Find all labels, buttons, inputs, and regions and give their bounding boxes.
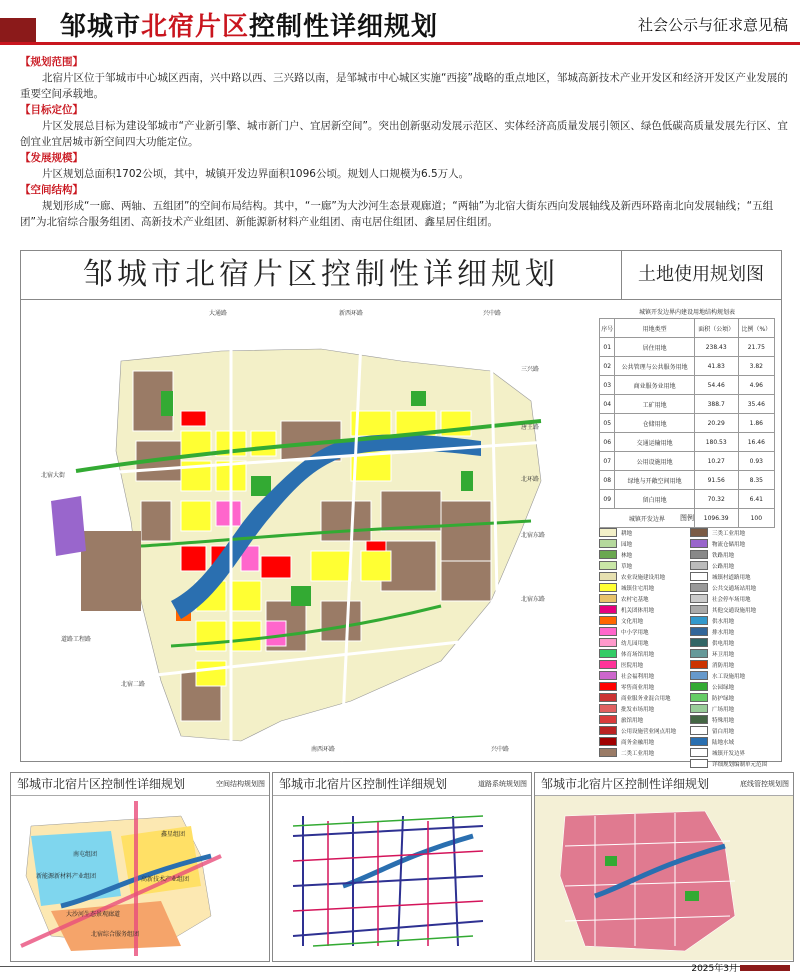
legend-label: 详细规划编制单元范围 bbox=[712, 761, 768, 768]
table-header: 比例（%） bbox=[738, 319, 774, 338]
legend-label: 草地 bbox=[621, 563, 633, 570]
table-row: 04 工矿用地 388.7 35.46 bbox=[600, 395, 775, 414]
legend-item bbox=[690, 670, 775, 681]
legend-label: 批发市场用地 bbox=[621, 706, 655, 713]
legend-swatch bbox=[690, 759, 708, 768]
legend-item bbox=[599, 604, 684, 615]
road-label: 北宿东路 bbox=[521, 532, 546, 539]
legend-label: 陆地水域 bbox=[712, 739, 735, 746]
legend-swatch bbox=[690, 693, 708, 702]
legend-swatch bbox=[599, 715, 617, 724]
legend-label: 二类工业用地 bbox=[621, 750, 655, 757]
legend-item bbox=[599, 714, 684, 725]
table-header: 用地类型 bbox=[615, 319, 694, 338]
legend-label: 社会福利用地 bbox=[621, 673, 655, 680]
legend-item bbox=[690, 692, 775, 703]
legend-label: 医院用地 bbox=[621, 662, 644, 669]
road-label: 北宿东路 bbox=[521, 596, 546, 603]
table-row: 06 交通运输用地 180.53 16.46 bbox=[600, 433, 775, 452]
legend-label: 特殊用地 bbox=[712, 717, 735, 724]
legend-item bbox=[690, 593, 775, 604]
footer-accent-block bbox=[740, 965, 790, 971]
thumbnail-header: 邹城市北宿片区控制性详细规划 底线管控规划图 bbox=[535, 773, 793, 796]
road-label: 道路工程路 bbox=[61, 636, 92, 643]
page-subtitle: 社会公示与征求意见稿 bbox=[637, 16, 788, 34]
legend-item bbox=[599, 593, 684, 604]
legend-item bbox=[690, 527, 775, 538]
legend-swatch bbox=[599, 737, 617, 746]
legend-item bbox=[690, 659, 775, 670]
section-body-scale: 片区规划总面积1702公顷，其中，城镇开发边界面积1096公顷。规划人口规模为6.5万人。 bbox=[42, 168, 470, 180]
legend-label: 机关团体用地 bbox=[621, 607, 655, 614]
legend-swatch bbox=[599, 539, 617, 548]
table-caption: 城镇开发边界内建设用地结构规划表 bbox=[638, 309, 735, 316]
legend-label: 农业设施建设用地 bbox=[621, 574, 666, 581]
legend-label: 公园绿地 bbox=[712, 684, 735, 691]
legend-swatch bbox=[690, 715, 708, 724]
table-row: 08 绿地与开敞空间用地 91.56 8.35 bbox=[600, 471, 775, 490]
legend-swatch bbox=[690, 605, 708, 614]
legend-label: 公路用地 bbox=[712, 563, 735, 570]
page-header bbox=[0, 0, 800, 46]
legend-label: 供电用地 bbox=[712, 640, 735, 647]
legend-swatch bbox=[690, 737, 708, 746]
legend-label: 消防用地 bbox=[712, 662, 735, 669]
legend-item bbox=[599, 659, 684, 670]
thumbnail-header: 邹城市北宿片区控制性详细规划 道路系统规划图 bbox=[273, 773, 531, 796]
legend-swatch bbox=[599, 616, 617, 625]
land-use-map-title: 邹城市北宿片区控制性详细规划 bbox=[21, 251, 622, 300]
legend-swatch bbox=[690, 616, 708, 625]
legend-swatch bbox=[690, 682, 708, 691]
bottom-line-control-thumbnail bbox=[534, 772, 794, 962]
legend-item bbox=[690, 582, 775, 593]
legend-item bbox=[690, 736, 775, 747]
legend-swatch bbox=[690, 561, 708, 570]
road-label: 兴中路 bbox=[491, 746, 510, 753]
legend-label: 耕地 bbox=[621, 530, 633, 537]
legend-label: 广场用地 bbox=[712, 706, 735, 713]
legend-label: 农村宅基地 bbox=[621, 596, 649, 603]
header-rule bbox=[0, 42, 800, 45]
legend-label: 幼儿园用地 bbox=[621, 640, 649, 647]
legend-swatch bbox=[690, 539, 708, 548]
road-label: 北宿大街 bbox=[41, 472, 66, 479]
legend-title: 图例 bbox=[680, 514, 694, 522]
road-label: 新西环路 bbox=[339, 310, 364, 317]
legend-item bbox=[690, 538, 775, 549]
legend-swatch bbox=[599, 682, 617, 691]
structure-label: 高新技术产业组团 bbox=[141, 876, 190, 883]
legend-swatch bbox=[599, 693, 617, 702]
legend-label: 文化用地 bbox=[621, 618, 644, 625]
legend-item bbox=[690, 637, 775, 648]
legend-swatch bbox=[690, 528, 708, 537]
legend-label: 其他交通设施用地 bbox=[712, 607, 757, 614]
legend-item bbox=[599, 681, 684, 692]
legend-swatch bbox=[599, 748, 617, 757]
road-system-thumbnail bbox=[272, 772, 532, 962]
legend-item bbox=[599, 549, 684, 560]
legend-label: 中小学用地 bbox=[621, 629, 649, 636]
legend-swatch bbox=[599, 638, 617, 647]
bottom-line-control-map bbox=[535, 796, 793, 960]
thumbnail-name: 道路系统规划图 bbox=[478, 780, 527, 788]
structure-label: 鑫星组团 bbox=[161, 831, 186, 838]
structure-label: 南屯组团 bbox=[73, 851, 98, 858]
table-total-row: 城镇开发边界 1096.39 100 bbox=[600, 509, 775, 528]
footer-date: 2025年3月 bbox=[691, 964, 738, 974]
legend-item bbox=[599, 725, 684, 736]
section-body-structure: 规划形成“一廊、两轴、五组团”的空间布局结构。其中，“一廊”为大沙河生态景观廊道；“两轴”为北宿大街东西向发展轴线及新西环路南北向发展轴线；“五组团”为北宿综合服务组团、高新技术产业组团、新能源新材料产业组团、南屯居住组团、鑫星居住组团。 bbox=[20, 200, 774, 228]
legend-swatch bbox=[690, 627, 708, 636]
legend-swatch bbox=[599, 605, 617, 614]
section-label-scale: 【 发展规模 】 bbox=[20, 150, 790, 166]
legend-item bbox=[599, 692, 684, 703]
legend-item bbox=[690, 648, 775, 659]
legend-item bbox=[690, 681, 775, 692]
legend-item bbox=[599, 736, 684, 747]
road-label: 北宿二路 bbox=[121, 681, 146, 688]
thumbnail-header: 邹城市北宿片区控制性详细规划 空间结构规划图 bbox=[11, 773, 269, 796]
land-use-structure-table bbox=[599, 307, 775, 528]
legend-item bbox=[690, 725, 775, 736]
legend-swatch bbox=[690, 726, 708, 735]
legend-item bbox=[599, 637, 684, 648]
legend-swatch bbox=[599, 660, 617, 669]
legend-item bbox=[599, 571, 684, 582]
legend-swatch bbox=[599, 550, 617, 559]
legend-item bbox=[599, 615, 684, 626]
legend-column-right bbox=[690, 527, 775, 769]
table-header-row bbox=[600, 319, 775, 338]
section-label-scope: 【 规划范围 】 bbox=[20, 54, 790, 70]
table-row: 03 商业服务业用地 54.46 4.96 bbox=[600, 376, 775, 395]
structure-plan-map bbox=[11, 796, 269, 960]
legend-label: 铁路用地 bbox=[712, 552, 735, 559]
page-title: 邹城市北宿片区控制性详细规划 bbox=[60, 12, 439, 42]
legend-swatch bbox=[690, 572, 708, 581]
legend-swatch bbox=[690, 660, 708, 669]
thumbnail-name: 空间结构规划图 bbox=[216, 780, 265, 788]
section-body-scope: 北宿片区位于邹城市中心城区西南，兴中路以西、三兴路以南，是邹城市中心城区实施“西接”战略的重点地区，邹城高新技术产业开发区和经济开发区产业发展的重要空间承载地。 bbox=[20, 72, 788, 100]
thumbnail-maps bbox=[10, 772, 790, 960]
footer-rule bbox=[0, 966, 740, 967]
legend-label: 商务金融用地 bbox=[621, 739, 655, 746]
legend-swatch bbox=[599, 704, 617, 713]
section-label-goal: 【 目标定位 】 bbox=[20, 102, 790, 118]
road-label: 南西环路 bbox=[311, 746, 336, 753]
legend-item bbox=[599, 538, 684, 549]
legend-swatch bbox=[599, 561, 617, 570]
table-row: 02 公共管理与公共服务用地 41.83 3.82 bbox=[600, 357, 775, 376]
road-label: 兴中路 bbox=[483, 310, 502, 317]
legend-swatch bbox=[690, 649, 708, 658]
land-use-map bbox=[21, 301, 581, 761]
legend-swatch bbox=[690, 638, 708, 647]
footer bbox=[670, 961, 790, 973]
legend-item bbox=[599, 560, 684, 571]
legend-item bbox=[690, 615, 775, 626]
legend-label: 体育场馆用地 bbox=[621, 651, 655, 658]
legend-item bbox=[599, 670, 684, 681]
legend-label: 社会停车场用地 bbox=[712, 596, 751, 603]
legend-swatch bbox=[599, 583, 617, 592]
legend-item bbox=[690, 604, 775, 615]
table-row: 01 居住用地 238.43 21.75 bbox=[600, 338, 775, 357]
table-header: 序号 bbox=[600, 319, 615, 338]
legend-label: 供水用地 bbox=[712, 618, 735, 625]
legend-label: 环卫用地 bbox=[712, 651, 735, 658]
table-row: 09 留白用地 70.32 6.41 bbox=[600, 490, 775, 509]
legend-item bbox=[690, 758, 775, 769]
legend-item bbox=[690, 571, 775, 582]
legend-label: 城镇住宅用地 bbox=[621, 585, 655, 592]
thumbnail-name: 底线管控规划图 bbox=[740, 780, 789, 788]
legend-swatch bbox=[599, 594, 617, 603]
legend-swatch bbox=[690, 594, 708, 603]
road-label: 大通路 bbox=[209, 310, 228, 317]
legend-label: 水工设施用地 bbox=[712, 673, 746, 680]
table-header: 面积（公顷） bbox=[694, 319, 738, 338]
legend-item bbox=[690, 747, 775, 758]
land-use-map-panel bbox=[20, 250, 782, 768]
structure-label: 北宿综合服务组团 bbox=[91, 931, 140, 938]
land-use-map-name: 土地使用规划图 bbox=[621, 251, 781, 300]
legend-item bbox=[690, 549, 775, 560]
legend-label: 园地 bbox=[621, 541, 633, 548]
road-label: 唐王路 bbox=[521, 424, 540, 431]
legend-swatch bbox=[690, 671, 708, 680]
legend-swatch bbox=[690, 583, 708, 592]
legend-label: 公用设施营业网点用地 bbox=[621, 728, 677, 735]
legend-swatch bbox=[599, 726, 617, 735]
legend-swatch bbox=[599, 572, 617, 581]
legend-swatch bbox=[599, 649, 617, 658]
legend-item bbox=[690, 703, 775, 714]
legend-item bbox=[690, 560, 775, 571]
legend-item bbox=[599, 626, 684, 637]
header-accent-block bbox=[0, 18, 36, 42]
legend-item bbox=[599, 747, 684, 758]
legend-label: 排水用地 bbox=[712, 629, 735, 636]
legend-label: 物流仓储用地 bbox=[712, 541, 746, 548]
road-label: 三兴路 bbox=[521, 366, 540, 373]
legend-label: 城镇村道路用地 bbox=[712, 574, 751, 581]
legend-swatch bbox=[599, 627, 617, 636]
structure-plan-thumbnail bbox=[10, 772, 270, 962]
legend-item bbox=[690, 714, 775, 725]
section-label-structure: 【 空间结构 】 bbox=[20, 182, 790, 198]
legend-column-left bbox=[599, 527, 684, 769]
legend-swatch bbox=[690, 704, 708, 713]
legend-item bbox=[599, 703, 684, 714]
structure-label: 大沙河生态景观廊道 bbox=[66, 911, 121, 918]
legend-item bbox=[690, 626, 775, 637]
legend-label: 旅馆用地 bbox=[621, 717, 644, 724]
legend-label: 城镇开发边界 bbox=[712, 750, 746, 757]
legend-label: 三类工业用地 bbox=[712, 530, 746, 537]
legend-item bbox=[599, 648, 684, 659]
legend-swatch bbox=[690, 550, 708, 559]
legend-label: 商业服务业混合用地 bbox=[621, 695, 671, 702]
legend-label: 防护绿地 bbox=[712, 695, 735, 702]
map-legend bbox=[599, 513, 775, 768]
legend-label: 零售商业用地 bbox=[621, 684, 655, 691]
intro-text bbox=[20, 54, 790, 230]
legend-label: 留白用地 bbox=[712, 728, 735, 735]
road-label: 北环路 bbox=[521, 476, 540, 483]
legend-label: 林地 bbox=[621, 552, 633, 559]
legend-item bbox=[599, 527, 684, 538]
structure-label: 新能源新材料产业组团 bbox=[36, 873, 97, 880]
legend-item bbox=[599, 582, 684, 593]
legend-swatch bbox=[599, 528, 617, 537]
legend-swatch bbox=[690, 748, 708, 757]
table-row: 07 公用设施用地 10.27 0.93 bbox=[600, 452, 775, 471]
table-row: 05 仓储用地 20.29 1.86 bbox=[600, 414, 775, 433]
legend-label: 公共交通场站用地 bbox=[712, 585, 757, 592]
legend-swatch bbox=[599, 671, 617, 680]
road-system-map bbox=[273, 796, 531, 960]
section-body-goal: 片区发展总目标为建设邹城市“产业新引擎、城市新门户、宜居新空间”。突出创新驱动发展示范区、实体经济高质量发展引领区、绿色低碳高质量发展先行区、宜创宜业宜居城市新空间四大功能定位。 bbox=[20, 120, 788, 148]
